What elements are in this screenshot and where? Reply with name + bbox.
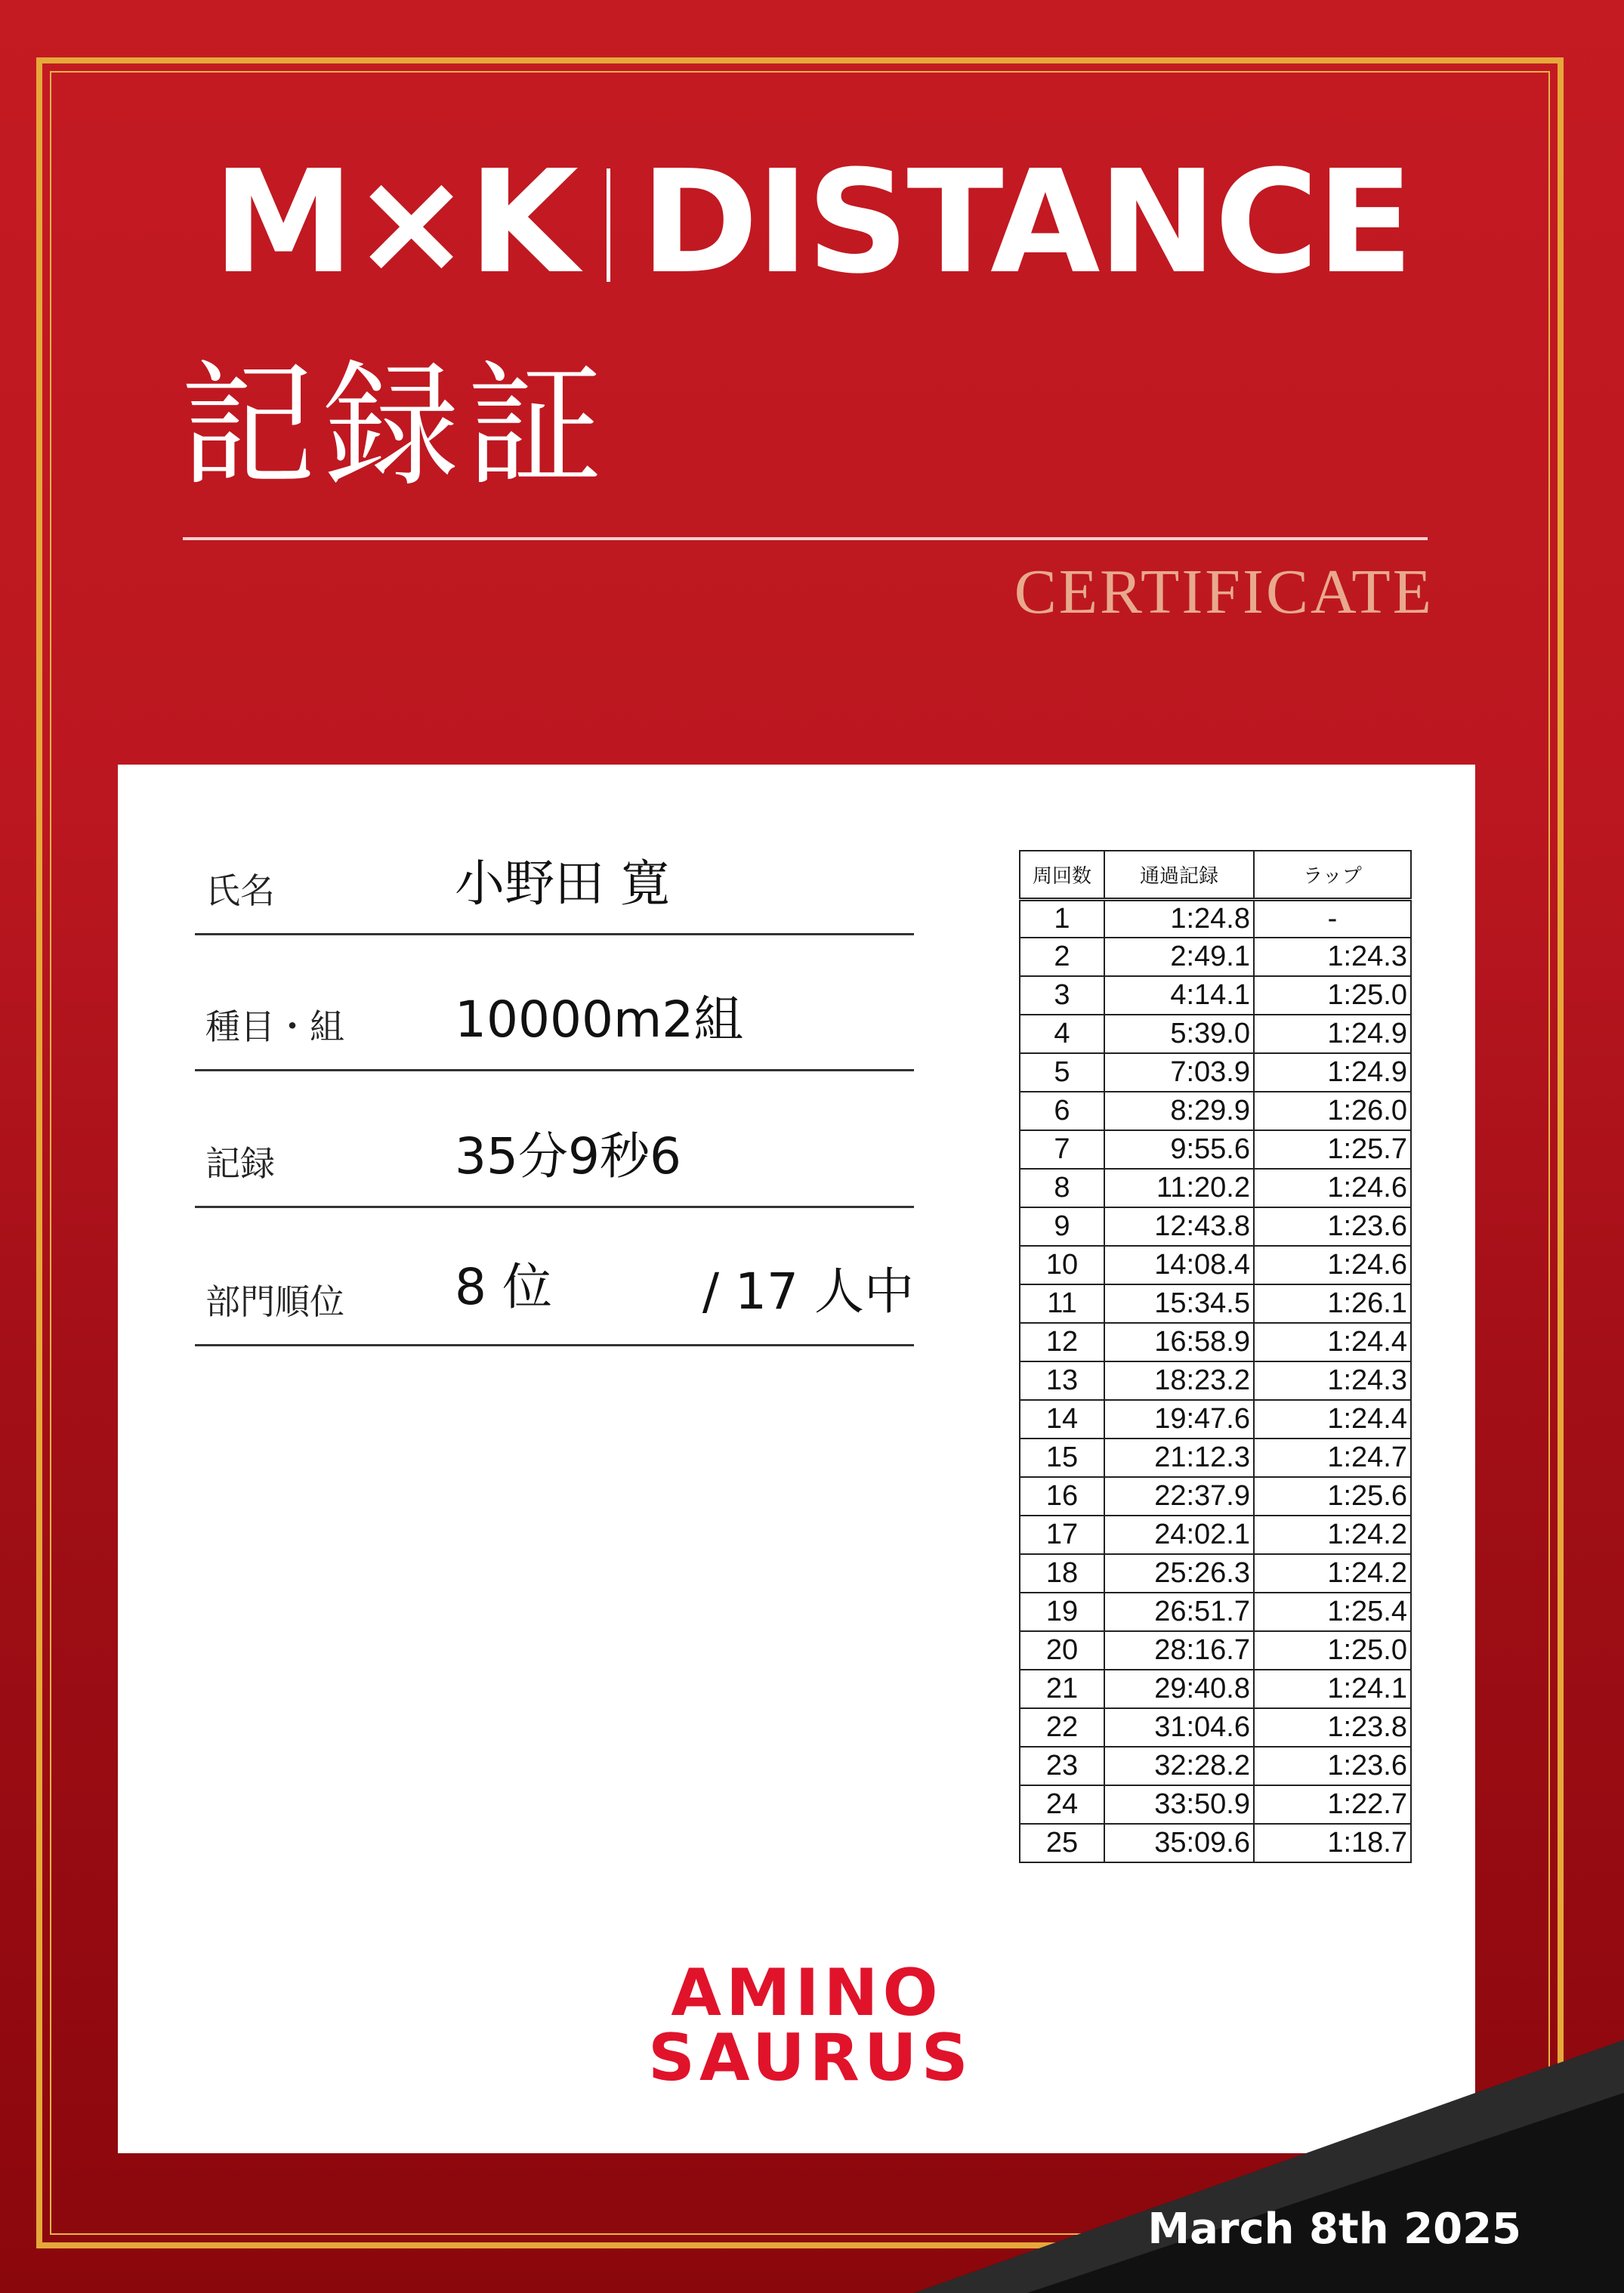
lap-time-cell: 1:25.6	[1254, 1477, 1411, 1516]
lap-time-cell: 1:24.9	[1254, 1053, 1411, 1092]
lap-row	[1020, 1593, 1411, 1631]
lap-split-cell: 19:47.6	[1104, 1400, 1254, 1439]
event-date: March 8th 2025	[1147, 2205, 1521, 2254]
lap-count-cell: 7	[1020, 1130, 1104, 1169]
rank-label: 部門順位	[205, 1281, 344, 1322]
event-value: 10000m2組	[455, 990, 744, 1049]
event-title	[0, 140, 1624, 305]
brand-left: M×K	[212, 140, 576, 305]
lap-row	[1020, 1323, 1411, 1361]
lap-count-cell: 19	[1020, 1593, 1104, 1631]
lap-row	[1020, 1361, 1411, 1400]
lap-row	[1020, 899, 1411, 938]
lap-count-cell: 9	[1020, 1207, 1104, 1246]
lap-count-cell: 5	[1020, 1053, 1104, 1092]
brand-right: DISTANCE	[641, 140, 1412, 305]
lap-split-cell: 29:40.8	[1104, 1670, 1254, 1708]
lap-split-cell: 11:20.2	[1104, 1169, 1254, 1207]
lap-split-cell: 1:24.8	[1104, 899, 1254, 938]
event-label: 種目・組	[205, 1006, 344, 1047]
lap-split-cell: 5:39.0	[1104, 1015, 1254, 1053]
title-divider	[607, 168, 610, 282]
lap-time-cell: 1:24.2	[1254, 1554, 1411, 1593]
lap-split-cell: 33:50.9	[1104, 1785, 1254, 1824]
lap-table	[1019, 850, 1412, 1863]
lap-count-cell: 3	[1020, 976, 1104, 1015]
lap-count-cell: 17	[1020, 1516, 1104, 1554]
lap-row	[1020, 1439, 1411, 1477]
logo-line-1: AMINO	[671, 1955, 943, 2031]
lap-row	[1020, 1053, 1411, 1092]
record-value: 35分9秒6	[455, 1127, 681, 1185]
lap-time-cell: 1:23.6	[1254, 1747, 1411, 1785]
lap-row	[1020, 1554, 1411, 1593]
lap-split-cell: 26:51.7	[1104, 1593, 1254, 1631]
lap-split-cell: 31:04.6	[1104, 1708, 1254, 1747]
lap-row	[1020, 1477, 1411, 1516]
lap-split-cell: 8:29.9	[1104, 1092, 1254, 1130]
lap-time-cell: 1:24.4	[1254, 1323, 1411, 1361]
lap-count-cell: 12	[1020, 1323, 1104, 1361]
lap-time-cell: 1:25.0	[1254, 976, 1411, 1015]
lap-row	[1020, 1400, 1411, 1439]
lap-count-cell: 24	[1020, 1785, 1104, 1824]
lap-time-cell: 1:23.8	[1254, 1708, 1411, 1747]
lap-count-cell: 1	[1020, 899, 1104, 938]
lap-split-cell: 35:09.6	[1104, 1824, 1254, 1862]
lap-time-cell: 1:24.3	[1254, 1361, 1411, 1400]
lap-count-cell: 4	[1020, 1015, 1104, 1053]
logo-line-2: SAURUS	[648, 2020, 973, 2096]
lap-split-cell: 9:55.6	[1104, 1130, 1254, 1169]
lap-count-cell: 25	[1020, 1824, 1104, 1862]
lap-split-cell: 32:28.2	[1104, 1747, 1254, 1785]
lap-row	[1020, 976, 1411, 1015]
lap-table-header	[1020, 851, 1411, 899]
lap-time-cell: 1:24.4	[1254, 1400, 1411, 1439]
rank-field	[195, 1208, 914, 1346]
lap-row	[1020, 1785, 1411, 1824]
record-label: 記録	[205, 1143, 275, 1184]
lap-split-cell: 15:34.5	[1104, 1284, 1254, 1323]
lap-row	[1020, 938, 1411, 976]
lap-split-cell: 2:49.1	[1104, 938, 1254, 976]
lap-row	[1020, 1207, 1411, 1246]
lap-time-cell: 1:24.1	[1254, 1670, 1411, 1708]
lap-count-cell: 14	[1020, 1400, 1104, 1439]
lap-count-cell: 6	[1020, 1092, 1104, 1130]
lap-time-cell: 1:24.3	[1254, 938, 1411, 976]
lap-row	[1020, 1516, 1411, 1554]
lap-row	[1020, 1130, 1411, 1169]
lap-row	[1020, 1670, 1411, 1708]
lap-time-cell: -	[1254, 899, 1411, 938]
lap-time-cell: 1:25.7	[1254, 1130, 1411, 1169]
record-field	[195, 1070, 914, 1208]
lap-row	[1020, 1169, 1411, 1207]
lap-header-lap: ラップ	[1254, 851, 1411, 899]
lap-time-cell: 1:24.6	[1254, 1246, 1411, 1284]
lap-count-cell: 22	[1020, 1708, 1104, 1747]
lap-time-cell: 1:24.7	[1254, 1439, 1411, 1477]
lap-split-cell: 22:37.9	[1104, 1477, 1254, 1516]
lap-time-cell: 1:26.0	[1254, 1092, 1411, 1130]
lap-row	[1020, 1631, 1411, 1670]
lap-row	[1020, 1747, 1411, 1785]
lap-header-count: 周回数	[1020, 851, 1104, 899]
lap-count-cell: 16	[1020, 1477, 1104, 1516]
title-underline	[183, 537, 1428, 540]
lap-count-cell: 10	[1020, 1246, 1104, 1284]
lap-count-cell: 21	[1020, 1670, 1104, 1708]
lap-split-cell: 24:02.1	[1104, 1516, 1254, 1554]
lap-split-cell: 7:03.9	[1104, 1053, 1254, 1092]
lap-row	[1020, 1284, 1411, 1323]
lap-time-cell: 1:23.6	[1254, 1207, 1411, 1246]
lap-row	[1020, 1708, 1411, 1747]
lap-time-cell: 1:22.7	[1254, 1785, 1411, 1824]
lap-split-cell: 16:58.9	[1104, 1323, 1254, 1361]
lap-row	[1020, 1092, 1411, 1130]
name-value: 小野田 寛	[455, 854, 670, 913]
rank-value: 8 位	[455, 1258, 552, 1316]
lap-row	[1020, 1015, 1411, 1053]
record-panel	[118, 765, 1475, 2153]
lap-time-cell: 1:24.6	[1254, 1169, 1411, 1207]
lap-time-cell: 1:18.7	[1254, 1824, 1411, 1862]
name-field	[195, 797, 914, 935]
lap-time-cell: 1:24.9	[1254, 1015, 1411, 1053]
lap-count-cell: 2	[1020, 938, 1104, 976]
lap-split-cell: 14:08.4	[1104, 1246, 1254, 1284]
name-label: 氏名	[205, 870, 275, 911]
lap-count-cell: 23	[1020, 1747, 1104, 1785]
lap-split-cell: 12:43.8	[1104, 1207, 1254, 1246]
lap-time-cell: 1:26.1	[1254, 1284, 1411, 1323]
lap-count-cell: 20	[1020, 1631, 1104, 1670]
lap-count-cell: 15	[1020, 1439, 1104, 1477]
lap-count-cell: 13	[1020, 1361, 1104, 1400]
lap-count-cell: 8	[1020, 1169, 1104, 1207]
sponsor-logo	[648, 1955, 973, 2096]
event-field	[195, 933, 914, 1071]
lap-row	[1020, 1246, 1411, 1284]
lap-count-cell: 18	[1020, 1554, 1104, 1593]
lap-row	[1020, 1824, 1411, 1862]
lap-split-cell: 4:14.1	[1104, 976, 1254, 1015]
lap-time-cell: 1:24.2	[1254, 1516, 1411, 1554]
lap-count-cell: 11	[1020, 1284, 1104, 1323]
title-english: CERTIFICATE	[1014, 557, 1434, 627]
lap-split-cell: 28:16.7	[1104, 1631, 1254, 1670]
rank-total: / 17 人中	[702, 1262, 914, 1321]
lap-split-cell: 21:12.3	[1104, 1439, 1254, 1477]
lap-split-cell: 25:26.3	[1104, 1554, 1254, 1593]
lap-table-body	[1020, 899, 1411, 1862]
lap-time-cell: 1:25.4	[1254, 1593, 1411, 1631]
lap-time-cell: 1:25.0	[1254, 1631, 1411, 1670]
lap-header-split: 通過記録	[1104, 851, 1254, 899]
lap-split-cell: 18:23.2	[1104, 1361, 1254, 1400]
title-japanese: 記録証	[180, 348, 611, 505]
